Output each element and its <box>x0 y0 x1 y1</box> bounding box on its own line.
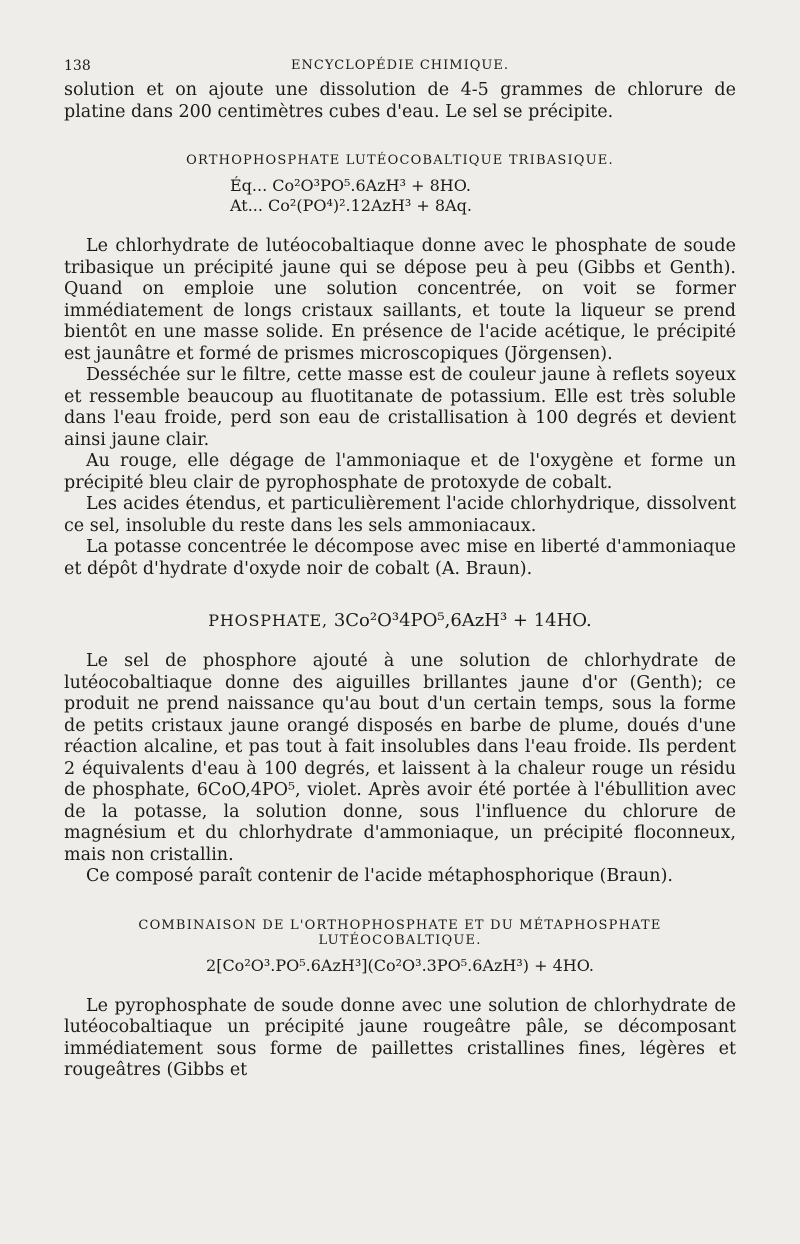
paragraph: Le sel de phosphore ajouté à une solution de chlorhydrate de lutéocobaltiaque donne des aiguilles brillantes jaune d'or (Genth); ce produit ne prend naissance qu'au bout d'un certain temps, sous la forme de petits cristaux jaune orangé disposés en barbe de plume, doués d'une réaction alcaline, et pas tout à fait insolubles dans l'eau froide. Ils perdent 2 équivalents d'eau à 100 degrés, et laissent à la chaleur rouge un résidu de phosphate, 6CoO,4PO⁵, violet. Après avoir été portée à l'ébullition avec de la potasse, la solution donne, sous l'influence du chlorure de magnésium et du chlorhydrate d'ammoniaque, un précipité floconneux, mais non cristallin. <box>64 651 736 865</box>
page-number: 138 <box>64 58 91 74</box>
paragraph: Le chlorhydrate de lutéocobaltiaque donne avec le phosphate de soude tribasique un précipité jaune qui se dépose peu à peu (Gibbs et Genth). Quand on emploie une solution concentrée, on voit se former immédiatement de longs cristaux saillants, et toute la liqueur se prend bientôt en une masse solide. En présence de l'acide acétique, le précipité est jaunâtre et formé de prismes microscopiques (Jörgensen). <box>64 236 736 364</box>
formula-equivalent: Éq... Co²O³PO⁵.6AzH³ + 8HO. <box>230 176 471 195</box>
paragraph: Desséchée sur le filtre, cette masse est de couleur jaune à reflets soyeux et ressemble beaucoup au fluotitanate de potassium. Elle est très soluble dans l'eau froide, perd son eau de cristallisation à 100 degrés et devient ainsi jaune clair. <box>64 365 736 450</box>
paragraph: Au rouge, elle dégage de l'ammoniaque et de l'oxygène et forme un précipité bleu clair de pyrophosphate de protoxyde de cobalt. <box>64 451 736 493</box>
section-title-formula: 3Co²O³4PO⁵,6AzH³ + 14HO. <box>333 610 592 631</box>
paragraph: Ce composé paraît contenir de l'acide métaphosphorique (Braun). <box>86 866 673 886</box>
intro-paragraph: solution et on ajoute une dissolution de 4-5 grammes de chlorure de platine dans 200 centimètres cubes d'eau. Le sel se précipite. <box>64 80 736 122</box>
section-title-orthophosphate: ORTHOPHOSPHATE LUTÉOCOBALTIQUE TRIBASIQUE. <box>186 153 614 168</box>
paragraph: La potasse concentrée le décompose avec mise en liberté d'ammoniaque et dépôt d'hydrate d'oxyde noir de cobalt (A. Braun). <box>64 537 736 579</box>
page-header <box>64 58 736 80</box>
formula-block <box>230 176 570 216</box>
section-title-phosphate <box>64 610 736 631</box>
section-title-word: PHOSPHATE, <box>208 611 328 630</box>
paragraph: Les acides étendus, et particulièrement l'acide chlorhydrique, dissolvent ce sel, insoluble du reste dans les sels ammoniacaux. <box>64 494 736 536</box>
running-head: ENCYCLOPÉDIE CHIMIQUE. <box>291 58 509 73</box>
section-title-combination: COMBINAISON DE L'ORTHOPHOSPHATE ET DU MÉTAPHOSPHATE LUTÉOCOBALTIQUE. <box>138 917 662 948</box>
formula-combination: 2[Co²O³.PO⁵.6AzH³](Co²O³.3PO⁵.6AzH³) + 4HO. <box>206 955 594 975</box>
paragraph: Le pyrophosphate de soude donne avec une solution de chlorhydrate de lutéocobaltiaque un précipité jaune rougeâtre pâle, se décomposant immédiatement sous forme de paillettes cristallines fines, légères et rougeâtres (Gibbs et <box>64 995 736 1080</box>
formula-atomic: At... Co²(PO⁴)².12AzH³ + 8Aq. <box>230 196 472 215</box>
